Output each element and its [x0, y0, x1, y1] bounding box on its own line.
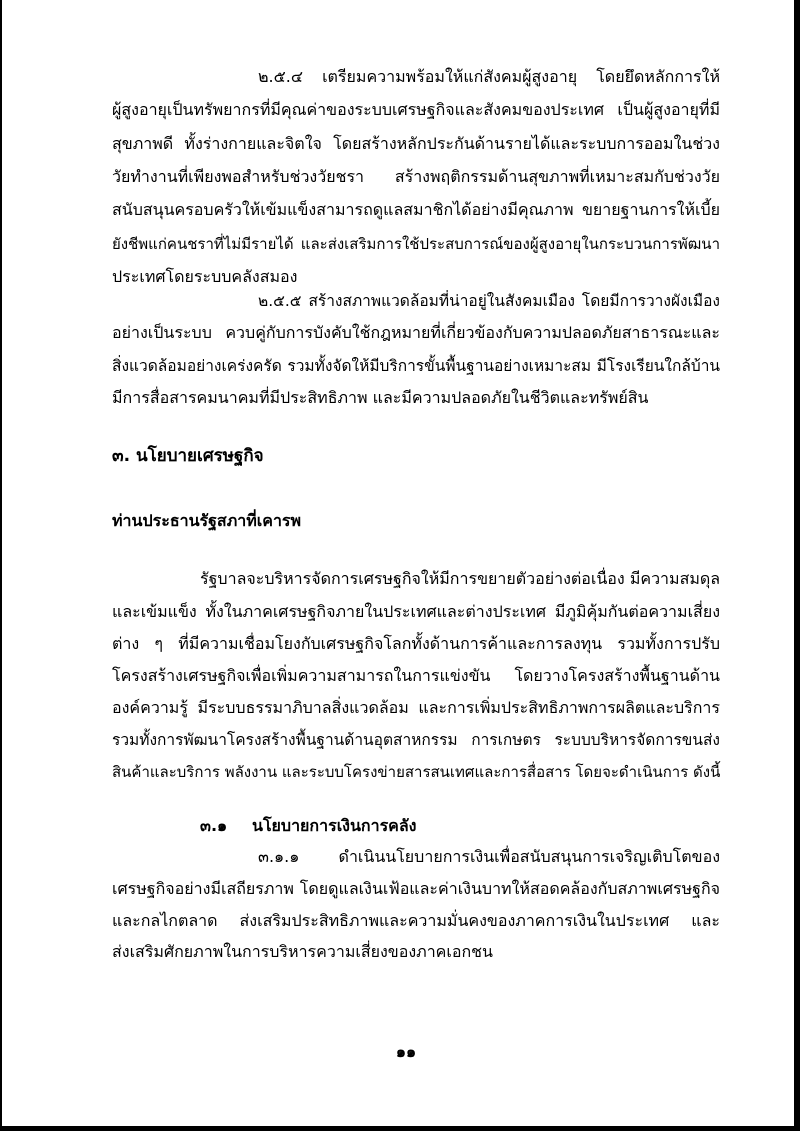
scan-edge-left — [0, 0, 2, 1131]
salutation: ท่านประธานรัฐสภาที่เคารพ — [112, 511, 302, 530]
para-255-line-3: สิ่งแวดล้อมอย่างเคร่งครัด รวมทั้งจัดให้มีบริการขั้นพื้นฐานอย่างเหมาะสม มีโรงเรียนใกล้บ้าน — [112, 357, 720, 375]
para-254-line-4: วัยทำงานที่เพียงพอสำหรับช่วงวัยชรา สร้างพฤติกรรมด้านสุขภาพที่เหมาะสมกับช่วงวัย — [112, 167, 720, 186]
para-311-line-3: และกลไกตลาด ส่งเสริมประสิทธิภาพและความมั่นคงของภาคการเงินในประเทศ และ — [112, 911, 720, 930]
section-3-line-3: ต่าง ๆ ที่มีความเชื่อมโยงกับเศรษฐกิจโลกทั้งด้านการค้าและการลงทุน รวมทั้งการปรับ — [112, 634, 720, 653]
section-3-line-7: สินค้าและบริการ พลังงาน และระบบโครงข่ายสารสนเทศและการสื่อสาร โดยจะดำเนินการ ดังนี้ — [112, 763, 721, 781]
para-254-line-6: ยังชีพแก่คนชราที่ไม่มีรายได้ และส่งเสริมการใช้ประสบการณ์ของผู้สูงอายุในกระบวนการพัฒนา — [112, 235, 720, 253]
section-3-line-2: และเข้มแข็ง ทั้งในภาคเศรษฐกิจภายในประเทศและต่างประเทศ มีภูมิคุ้มกันต่อความเสี่ยง — [112, 602, 720, 621]
para-255-line-1: ๒.๕.๕ สร้างสภาพแวดล้อมที่น่าอยู่ในสังคมเมือง โดยมีการวางผังเมือง — [258, 292, 720, 310]
section-3-heading: ๓. นโยบายเศรษฐกิจ — [112, 446, 264, 466]
section-31-title: นโยบายการเงินการคลัง — [252, 816, 417, 835]
scan-edge-bottom — [0, 1126, 800, 1131]
para-311-line-4: ส่งเสริมศักยภาพในการบริหารความเสี่ยงของภาคเอกชน — [112, 942, 493, 961]
section-31-heading — [200, 815, 417, 837]
para-255-line-2: อย่างเป็นระบบ ควบคู่กับการบังคับใช้กฎหมายที่เกี่ยวข้องกับความปลอดภัยสาธารณะและ — [112, 323, 720, 342]
section-3-line-4: โครงสร้างเศรษฐกิจเพื่อเพิ่มความสามารถในการแข่งขัน โดยวางโครงสร้างพื้นฐานด้าน — [112, 666, 720, 685]
para-311-line-1: ๓.๑.๑ ดำเนินนโยบายการเงินเพื่อสนับสนุนการเจริญเติบโตของ — [258, 847, 720, 866]
para-311-line-2: เศรษฐกิจอย่างมีเสถียรภาพ โดยดูแลเงินเฟ้อและค่าเงินบาทให้สอดคล้องกับสภาพเศรษฐกิจ — [112, 879, 720, 898]
section-3-line-6: รวมทั้งการพัฒนาโครงสร้างพื้นฐานด้านอุตสาหกรรม การเกษตร ระบบบริหารจัดการขนส่ง — [112, 731, 720, 749]
para-254-line-7: ประเทศโดยระบบคลังสมอง — [112, 267, 298, 286]
para-254-line-3: สุขภาพดี ทั้งร่างกายและจิตใจ โดยสร้างหลักประกันด้านรายได้และระบบการออมในช่วง — [112, 134, 720, 153]
para-254-line-1: ๒.๕.๔ เตรียมความพร้อมให้แก่สังคมผู้สูงอายุ โดยยึดหลักการให้ — [258, 67, 720, 86]
scan-edge-right — [794, 0, 800, 1131]
section-3-line-5: องค์ความรู้ มีระบบธรรมาภิบาลสิ่งแวดล้อม และการเพิ่มประสิทธิภาพการผลิตและบริการ — [112, 698, 720, 717]
page-number: ๑๑ — [395, 1042, 417, 1061]
para-255-line-4: มีการสื่อสารคมนาคมที่มีประสิทธิภาพ และมีความปลอดภัยในชีวิตและทรัพย์สิน — [112, 388, 649, 407]
para-254-line-2: ผู้สูงอายุเป็นทรัพยากรที่มีคุณค่าของระบบเศรษฐกิจและสังคมของประเทศ เป็นผู้สูงอายุที่มี — [112, 100, 720, 119]
section-3-line-1: รัฐบาลจะบริหารจัดการเศรษฐกิจให้มีการขยายตัวอย่างต่อเนื่อง มีความสมดุล — [200, 569, 721, 588]
para-254-line-5: สนับสนุนครอบครัวให้เข้มแข็งสามารถดูแลสมาชิกได้อย่างมีคุณภาพ ขยายฐานการให้เบี้ย — [112, 200, 720, 219]
section-31-number: ๓.๑ — [200, 816, 228, 835]
